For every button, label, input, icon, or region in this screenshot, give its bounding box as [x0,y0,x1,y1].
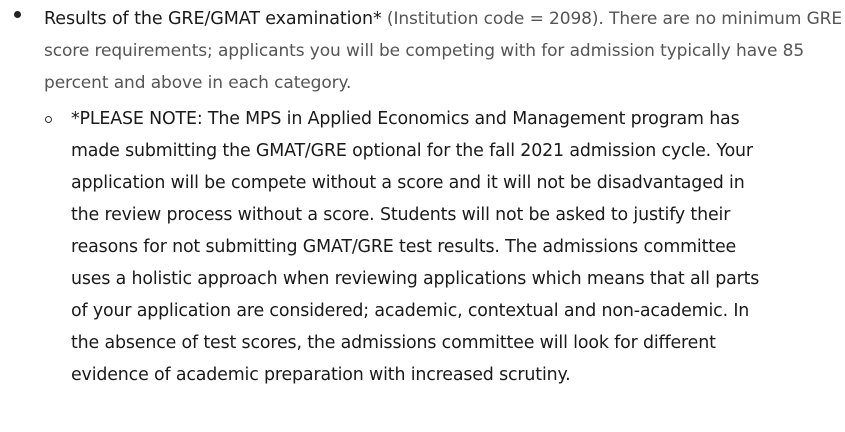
requirement-list-item [44,3,844,99]
requirement-heading: Results of the GRE/GMAT examination* [44,9,382,29]
list-bullet-disc [14,11,21,18]
note-list-item [71,103,771,391]
list-bullet-circle [45,116,52,123]
note-text: *PLEASE NOTE: The MPS in Applied Economics and Management program has made submitting the GMAT/GRE optional for the fall 2021 admission cycle. Your application will be compete without a score and it will not be disadvantaged in the review process without a score. Students will not be asked to justify their reasons for not submitting GMAT/GRE test results. The admissions committee uses a holistic approach when reviewing applications which means that all parts of your application are considered; academic, contextual and non-academic. In the absence of test scores, the admissions committee will look for different evidence of academic preparation with increased scrutiny. [71,109,760,385]
requirement-detail: (Institution code = 2098). There are no minimum GRE score requirements; applicants you will be competing with for admission typically have 85 percent and above in each category. [44,9,843,93]
